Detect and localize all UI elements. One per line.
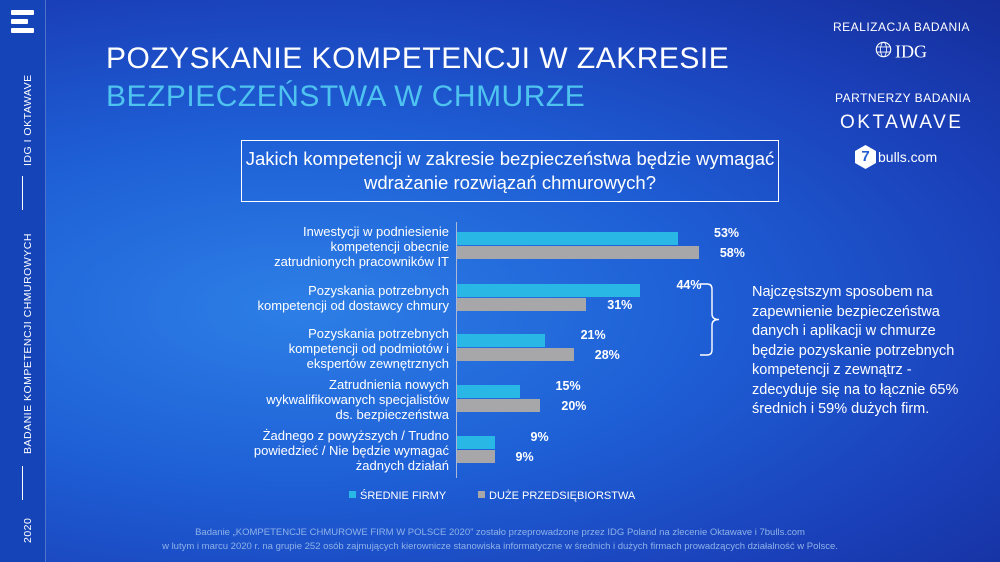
bar-large bbox=[457, 348, 574, 361]
menu-icon[interactable] bbox=[11, 10, 34, 34]
survey-question: Jakich kompetencji w zakresie bezpieczeństwa będzie wymagać wdrażanie rozwiązań chmurowych? bbox=[241, 140, 779, 202]
bar-medium bbox=[457, 284, 640, 297]
data-label: 31% bbox=[607, 298, 633, 312]
category-label: Inwestycji w podniesienie kompetencji obecnie zatrudnionych pracowników IT bbox=[274, 223, 449, 269]
footer-line-1: Badanie „KOMPETENCJE CHMUROWE FIRM W POLSCE 2020” zostało przeprowadzone przez IDG Poland na zlecenie Oktawave i 7bulls.com bbox=[195, 527, 805, 538]
bar-large bbox=[457, 450, 495, 463]
realization-label: REALIZACJA BADANIA bbox=[833, 20, 971, 34]
7bulls-logo: 7 bulls.com bbox=[855, 145, 937, 169]
legend-item-large: DUŻE PRZEDSIĘBIORSTWA bbox=[478, 490, 635, 502]
category-label: Pozyskania potrzebnych kompetencji od podmiotów i ekspertów zewnętrznych bbox=[288, 325, 449, 371]
sidebar-org-label: IDG I OKTAWAVE bbox=[22, 74, 34, 166]
footer-line-2: w lutym i marcu 2020 r. na grupie 252 osób zajmujących kierownicze stanowiska informatyczne w średnich i dużych firmach prowadzących działalność w Polsce. bbox=[162, 541, 838, 552]
summary-note: Najczęstszym sposobem na zapewnienie bezpieczeństwa danych i aplikacji w chmurze będzie pozyskanie potrzebnych kompetencji z zewnątrz - zdecyduje się na to łącznie 65% średnich i 59% dużych firm. bbox=[752, 284, 959, 417]
legend-item-medium: ŚREDNIE FIRMY bbox=[349, 490, 446, 502]
data-label: 20% bbox=[561, 399, 587, 413]
category-label: Zatrudnienia nowych wykwalifikowanych specjalistów ds. bezpieczeństwa bbox=[266, 376, 449, 422]
data-label: 9% bbox=[515, 450, 534, 464]
7bulls-badge-icon: 7 bbox=[855, 145, 876, 169]
page-subtitle: BEZPIECZEŃSTWA W CHMURZE bbox=[106, 80, 586, 113]
bar-large bbox=[457, 298, 586, 311]
bar-medium bbox=[457, 232, 678, 245]
globe-icon bbox=[875, 41, 892, 63]
bar-medium bbox=[457, 385, 520, 398]
legend-swatch-medium bbox=[349, 491, 356, 498]
partners-label: PARTNERZY BADANIA bbox=[835, 91, 971, 105]
page-title: POZYSKANIE KOMPETENCJI W ZAKRESIE bbox=[106, 42, 730, 75]
sidebar-year-label: 2020 bbox=[22, 517, 34, 543]
legend-swatch-large bbox=[478, 491, 485, 498]
data-label: 21% bbox=[580, 328, 606, 342]
sidebar-divider bbox=[22, 466, 23, 500]
category-label: Pozyskania potrzebnych kompetencji od dostawcy chmury bbox=[257, 283, 449, 313]
data-label: 28% bbox=[594, 348, 620, 362]
bar-large bbox=[457, 399, 540, 412]
idg-logo: IDG bbox=[875, 41, 927, 63]
bar-medium bbox=[457, 334, 545, 347]
data-label: 15% bbox=[555, 379, 581, 393]
sidebar-study-label: BADANIE KOMPETENCJI CHMUROWYCH bbox=[22, 233, 34, 454]
sidebar-divider bbox=[22, 176, 23, 210]
bar-medium bbox=[457, 436, 495, 449]
sidebar bbox=[0, 0, 46, 562]
oktawave-logo: OKTAWAVE bbox=[840, 112, 964, 133]
data-label: 58% bbox=[719, 246, 745, 260]
category-label: Żadnego z powyższych / Trudno powiedzieć / Nie będzie wymagać żadnych działań bbox=[253, 427, 449, 473]
brace-icon bbox=[699, 283, 721, 356]
data-label: 44% bbox=[676, 278, 702, 292]
data-label: 53% bbox=[714, 226, 740, 240]
bar-large bbox=[457, 246, 699, 259]
data-label: 9% bbox=[530, 430, 549, 444]
